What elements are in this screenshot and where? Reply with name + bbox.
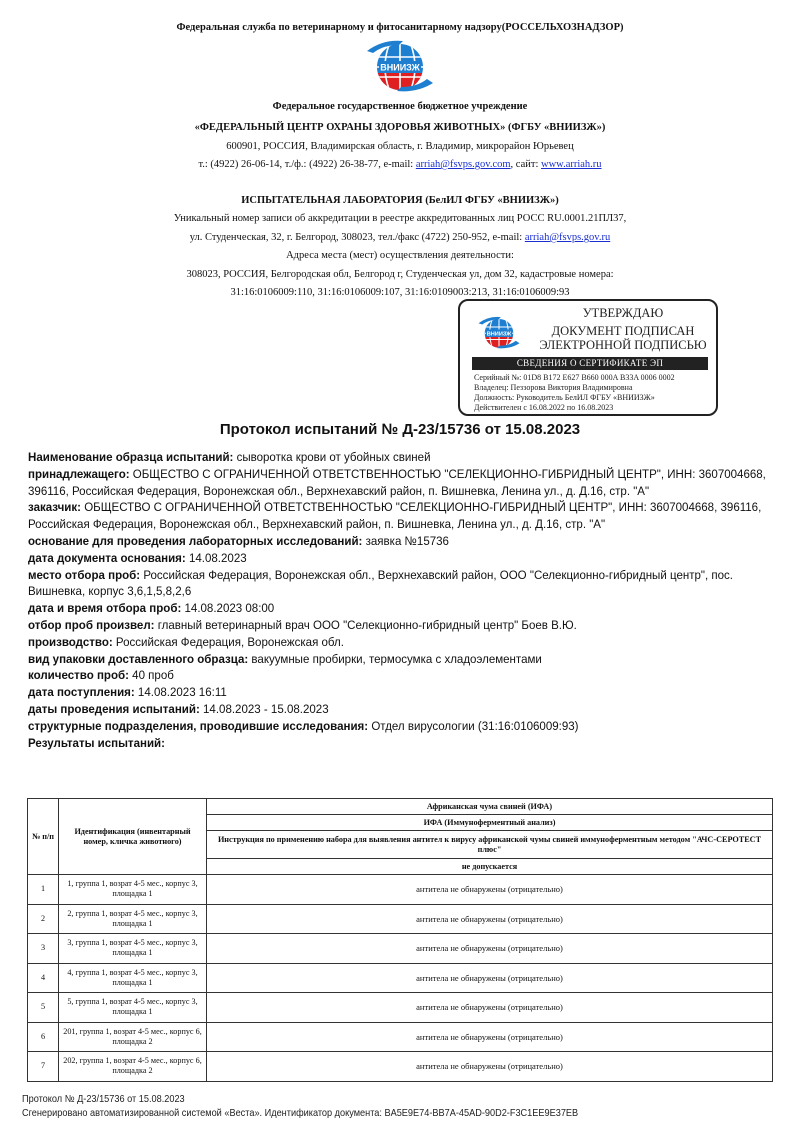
method-header: ИФА (Иммуноферментный анализ) bbox=[207, 815, 773, 831]
stamp-logo bbox=[476, 311, 522, 353]
svg-text:ВНИИЗЖ: ВНИИЗЖ bbox=[486, 331, 512, 338]
row-identification: 1, группа 1, возрат 4-5 мес., корпус 3, площадка 1 bbox=[59, 875, 207, 905]
org-contacts-text: т.: (4922) 26-06-14, т./ф.: (4922) 26-38-77, e-mail: bbox=[198, 159, 416, 170]
norm-header: не допускается bbox=[207, 859, 773, 875]
lab-activity-address: 308023, РОССИЯ, Белгородская обл, Белгород г, Студенческая ул, дом 32, кадастровые номера: bbox=[186, 269, 614, 280]
row-result: антитела не обнаружены (отрицательно) bbox=[207, 963, 773, 993]
stamp-serial: Серийный №: 01D8 B172 E627 B660 000A B33A 0006 0002 bbox=[474, 373, 675, 382]
field-test-dates bbox=[28, 701, 779, 718]
footer-protocol-ref: Протокол № Д-23/15736 от 15.08.2023 bbox=[22, 1094, 185, 1105]
lab-cadastral-numbers: 31:16:0106009:110, 31:16:0106009:107, 31:16:0109003:213, 31:16:0106009:93 bbox=[230, 287, 570, 298]
field-received-date bbox=[28, 684, 779, 701]
field-label: отбор проб произвел: bbox=[28, 617, 155, 632]
row-number: 5 bbox=[28, 993, 59, 1023]
instruction-header: Инструкция по применению набора для выявления антител к вирусу африканской чумы свиней иммуноферментным методом "АЧС-СЕРОТЕСТ плюс" bbox=[207, 831, 773, 859]
table-header-row bbox=[28, 799, 773, 815]
table-row bbox=[28, 993, 773, 1023]
field-basis-date bbox=[28, 550, 779, 567]
footer-generated-id: Сгенерировано автоматизированной системой «Веста». Идентификатор документа: BA5E9E74-BB7A-45AD-90D2-F3C1EE9E37EB bbox=[22, 1108, 579, 1119]
lab-address bbox=[0, 232, 800, 243]
field-value: сыворотка крови от убойных свиней bbox=[236, 450, 431, 464]
table-row bbox=[28, 1022, 773, 1052]
field-departments bbox=[28, 718, 779, 735]
col-number-header: № п/п bbox=[28, 799, 59, 875]
field-value: 14.08.2023 - 15.08.2023 bbox=[203, 701, 329, 716]
field-label: вид упаковки доставленного образца: bbox=[28, 651, 249, 666]
org-email-link[interactable]: arriah@fsvps.gov.com bbox=[415, 159, 511, 170]
field-value: ОБЩЕСТВО С ОГРАНИЧЕННОЙ ОТВЕТСТВЕННОСТЬЮ "СЕЛЕКЦИОННО-ГИБРИДНЫЙ ЦЕНТР", ИНН: 3607004668, 396116, Российская Федерация, Воронежская обл., Верхнехавский район, п. Вишневка, Ленина ул., д. Д.16, стр. "А" bbox=[28, 500, 762, 532]
row-identification: 3, группа 1, возрат 4-5 мес., корпус 3, площадка 1 bbox=[59, 934, 207, 964]
field-label: Результаты испытаний: bbox=[28, 735, 165, 750]
lab-activity-label: Адреса места (мест) осуществления деятельности: bbox=[286, 250, 514, 261]
row-identification: 4, группа 1, возрат 4-5 мес., корпус 3, площадка 1 bbox=[59, 963, 207, 993]
table-row bbox=[28, 1052, 773, 1082]
field-label: заказчик: bbox=[28, 500, 81, 515]
table-row bbox=[28, 963, 773, 993]
svg-text:ВНИИЗЖ: ВНИИЗЖ bbox=[380, 62, 420, 73]
disease-header: Африканская чума свиней (ИФА) bbox=[207, 799, 773, 815]
row-result: антитела не обнаружены (отрицательно) bbox=[207, 934, 773, 964]
field-label: Наименование образца испытаний: bbox=[28, 450, 234, 464]
field-value: главный ветеринарный врач ООО "Селекционно-гибридный центр" Боев В.Ю. bbox=[157, 617, 577, 632]
org-site-link[interactable]: www.arriah.ru bbox=[541, 159, 602, 170]
field-label: дата документа основания: bbox=[28, 550, 186, 565]
field-value: 14.08.2023 bbox=[188, 550, 247, 565]
field-sampled-by bbox=[28, 617, 779, 634]
stamp-signed-line1: ДОКУМЕНТ ПОДПИСАН bbox=[551, 324, 695, 338]
org-name: «ФЕДЕРАЛЬНЫЙ ЦЕНТР ОХРАНЫ ЗДОРОВЬЯ ЖИВОТНЫХ» (ФГБУ «ВНИИЗЖ») bbox=[194, 122, 606, 133]
table-row bbox=[28, 904, 773, 934]
row-number: 1 bbox=[28, 875, 59, 905]
field-label: даты проведения испытаний: bbox=[28, 701, 200, 716]
globe-logo-icon bbox=[363, 37, 437, 93]
agency-header: Федеральная служба по ветеринарному и фитосанитарному надзору(РОССЕЛЬХОЗНАДЗОР) bbox=[176, 22, 624, 33]
lab-address-text: ул. Студенческая, 32, г. Белгород, 308023, тел./факс (4722) 250-952, e-mail: bbox=[189, 232, 525, 243]
row-number: 3 bbox=[28, 934, 59, 964]
field-customer bbox=[28, 499, 779, 533]
field-packaging bbox=[28, 651, 779, 668]
protocol-fields bbox=[28, 449, 779, 751]
field-value: заявка №15736 bbox=[365, 533, 449, 548]
results-table bbox=[27, 798, 773, 1082]
field-basis bbox=[28, 533, 779, 550]
field-owner bbox=[28, 466, 779, 500]
org-type: Федеральное государственное бюджетное учреждение bbox=[272, 101, 528, 112]
stamp-approve: УТВЕРЖДАЮ bbox=[582, 306, 664, 320]
field-sample-name bbox=[28, 449, 779, 466]
field-value: 40 проб bbox=[132, 668, 174, 683]
stamp-globe-icon bbox=[476, 311, 522, 353]
stamp-validity: Действителен с 16.08.2022 по 16.08.2023 bbox=[474, 403, 614, 412]
field-sample-count bbox=[28, 667, 779, 684]
stamp-cert-header: СВЕДЕНИЯ О СЕРТИФИКАТЕ ЭП bbox=[472, 357, 708, 370]
stamp-position: Должность: Руководитель БелИЛ ФГБУ «ВНИИЗЖ» bbox=[474, 393, 655, 402]
field-label: дата поступления: bbox=[28, 685, 135, 700]
field-label: структурные подразделения, проводившие исследования: bbox=[28, 718, 369, 733]
table-row bbox=[28, 934, 773, 964]
row-number: 2 bbox=[28, 904, 59, 934]
row-result: антитела не обнаружены (отрицательно) bbox=[207, 1052, 773, 1082]
field-sampling-datetime bbox=[28, 600, 779, 617]
results-heading bbox=[28, 735, 779, 752]
stamp-owner: Владелец: Пеззорова Виктория Владимировна bbox=[474, 383, 633, 392]
field-label: производство: bbox=[28, 634, 113, 649]
field-label: основание для проведения лабораторных исследований: bbox=[28, 533, 363, 548]
e-signature-stamp bbox=[458, 299, 718, 416]
row-identification: 201, группа 1, возрат 4-5 мес., корпус 6, площадка 2 bbox=[59, 1022, 207, 1052]
field-label: количество проб: bbox=[28, 668, 129, 683]
field-production bbox=[28, 634, 779, 651]
field-value: Российская Федерация, Воронежская обл. bbox=[115, 634, 344, 649]
field-label: дата и время отбора проб: bbox=[28, 601, 182, 616]
row-number: 4 bbox=[28, 963, 59, 993]
col-identification-header: Идентификация (инвентарный номер, кличка животного) bbox=[59, 799, 207, 875]
org-contacts bbox=[0, 159, 800, 170]
field-label: принадлежащего: bbox=[28, 466, 130, 481]
row-identification: 5, группа 1, возрат 4-5 мес., корпус 3, площадка 1 bbox=[59, 993, 207, 1023]
row-number: 6 bbox=[28, 1022, 59, 1052]
field-value: 14.08.2023 08:00 bbox=[184, 601, 275, 616]
field-label: место отбора проб: bbox=[28, 567, 141, 582]
field-value: 14.08.2023 16:11 bbox=[137, 685, 227, 700]
vniizzh-logo bbox=[363, 37, 437, 93]
row-number: 7 bbox=[28, 1052, 59, 1082]
field-value: Российская Федерация, Воронежская обл., Верхнехавский район, ООО "Селекционно-гибридный центр", пос. Вишневка, корпус 3,6,1,5,8,2,6 bbox=[28, 567, 734, 599]
row-identification: 202, группа 1, возрат 4-5 мес., корпус 6, площадка 2 bbox=[59, 1052, 207, 1082]
protocol-title: Протокол испытаний № Д-23/15736 от 15.08.2023 bbox=[219, 421, 581, 438]
row-identification: 2, группа 1, возрат 4-5 мес., корпус 3, площадка 1 bbox=[59, 904, 207, 934]
row-result: антитела не обнаружены (отрицательно) bbox=[207, 1022, 773, 1052]
field-value: Отдел вирусологии (31:16:0106009:93) bbox=[371, 718, 579, 733]
lab-title: ИСПЫТАТЕЛЬНАЯ ЛАБОРАТОРИЯ (БелИЛ ФГБУ «ВНИИЗЖ») bbox=[241, 195, 559, 206]
stamp-signed-line2: ЭЛЕКТРОННОЙ ПОДПИСЬЮ bbox=[539, 338, 707, 352]
lab-email-link[interactable]: arriah@fsvps.gov.ru bbox=[524, 232, 611, 243]
field-value: вакуумные пробирки, термосумка с хладоэлементами bbox=[251, 651, 542, 666]
lab-accreditation: Уникальный номер записи об аккредитации в реестре аккредитованных лиц РОСС RU.0001.21ПЛ37, bbox=[173, 213, 627, 224]
row-result: антитела не обнаружены (отрицательно) bbox=[207, 904, 773, 934]
table-row bbox=[28, 875, 773, 905]
org-address: 600901, РОССИЯ, Владимирская область, г. Владимир, микрорайон Юрьевец bbox=[226, 141, 574, 152]
field-value: ОБЩЕСТВО С ОГРАНИЧЕННОЙ ОТВЕТСТВЕННОСТЬЮ "СЕЛЕКЦИОННО-ГИБРИДНЫЙ ЦЕНТР", ИНН: 3607004668, 396116, Российская Федерация, Воронежская обл., Верхнехавский район, п. Вишневка, Ленина ул., д. Д.16, стр. "А" bbox=[28, 466, 766, 498]
row-result: антитела не обнаружены (отрицательно) bbox=[207, 993, 773, 1023]
org-site-label: , сайт: bbox=[510, 159, 541, 170]
field-sampling-place bbox=[28, 567, 779, 601]
row-result: антитела не обнаружены (отрицательно) bbox=[207, 875, 773, 905]
